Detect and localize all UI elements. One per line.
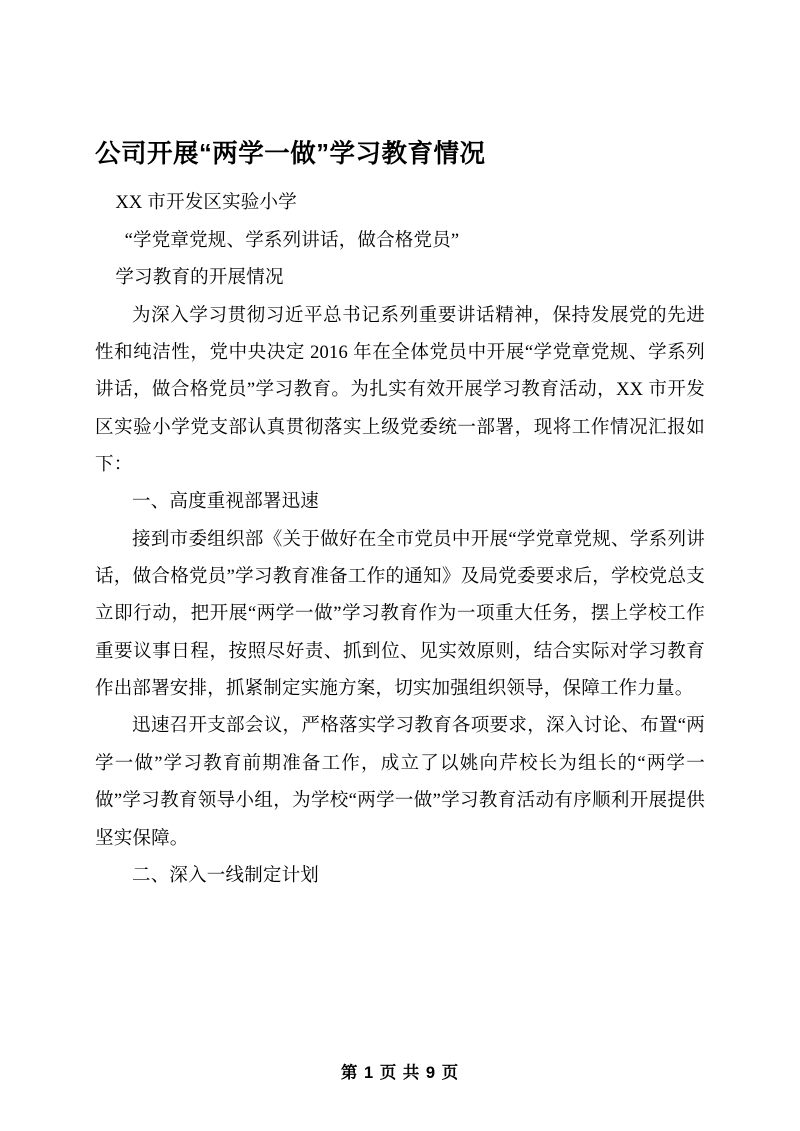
section-heading-2: 二、深入一线制定计划 — [132, 865, 320, 886]
paragraph-2: 接到市委组织部《关于做好在全市党员中开展“学党章党规、学系列讲话，做合格党员”学习教育准备工作的通知》及局党委要求后，学校党总支立即行动，把开展“两学一做”学习教育作为一项重大任务，摆上学校工作重要议事日程，按照尽好责、抓到位、见实效原则，结合实际对学习教育作出部署安排，抓紧制定实施方案，切实加强组织领导，保障工作力量。 — [95, 529, 705, 700]
paragraph-3: 迅速召开支部会议，严格落实学习教育各项要求，深入讨论、布置“两学一做”学习教育前期准备工作，成立了以姚向芹校长为组长的“两学一做”学习教育领导小组，为学校“两学一做”学习教育活动有序顺利开展提供坚实保障。 — [95, 716, 705, 849]
header-line-2: “学党章党规、学系列讲话，做合格党员” — [124, 230, 460, 251]
section-heading-1: 一、高度重视部署迅速 — [132, 492, 320, 513]
paragraph-1: 为深入学习贯彻习近平总书记系列重要讲话精神，保持发展党的先进性和纯洁性，党中央决定 2016 年在全体党员中开展“学党章党规、学系列讲话，做合格党员”学习教育。为扎实有效开展学习教育活动，XX 市开发区实验小学党支部认真贯彻落实上级党委统一部署，现将工作情况汇报如下： — [95, 305, 705, 475]
header-line-1: XX 市开发区实验小学 — [115, 193, 297, 214]
page-footer: 第 1 页 共 9 页 — [340, 1064, 460, 1082]
header-line-3: 学习教育的开展情况 — [115, 268, 284, 289]
page-title: 公司开展“两学一做”学习教育情况 — [95, 140, 486, 168]
document-body — [95, 185, 705, 895]
